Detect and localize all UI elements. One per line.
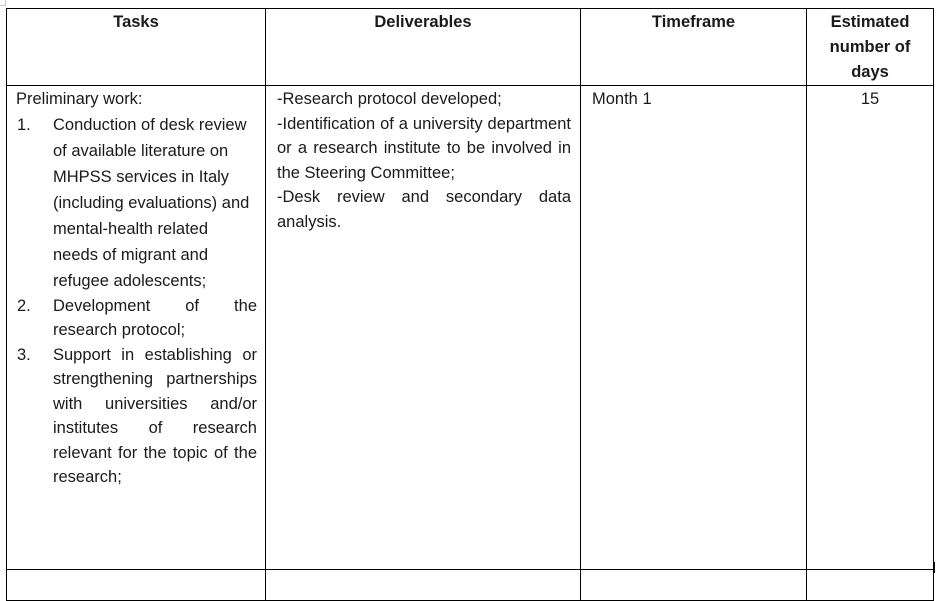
page-corner-mark [0,0,6,6]
days-value: 15 [860,90,880,108]
tasks-cell[interactable] [7,86,266,570]
task-text: Support in establishing or strengthening partnerships with universities and/or institutes of research relevant for the topic of the research; [53,345,257,486]
task-number: 3. [17,345,31,364]
task-list [16,112,257,490]
header-timeframe: Timeframe [581,9,807,86]
days-cell-partial[interactable] [807,570,934,601]
task-text: Conduction of desk review of available literature on MHPSS services in Italy (including evaluations) and mental-health related needs of migrant and refugee adolescents; [53,115,250,290]
table-row-partial [7,570,934,601]
task-number: 1. [17,115,31,134]
tasks-cell-partial[interactable] [7,570,266,601]
header-deliverables: Deliverables [266,9,581,86]
timeframe-value: Month 1 [592,90,652,108]
table-row [7,86,934,570]
task-item [16,112,257,294]
work-plan-table [6,8,934,601]
task-item [16,343,257,490]
task-number: 2. [17,296,31,315]
days-cell[interactable] [807,86,934,570]
header-estimated-days: Estimated number of days [807,9,934,86]
deliverable-item: -Desk review and secondary data analysis. [277,188,571,231]
tasks-intro: Preliminary work: [16,90,143,108]
header-tasks: Tasks [7,9,266,86]
timeframe-cell-partial[interactable] [581,570,807,601]
deliverables-cell-partial[interactable] [266,570,581,601]
table-header-row [7,9,934,86]
deliverable-item: -Research protocol developed; [277,90,502,108]
deliverables-cell[interactable] [266,86,581,570]
table-end-marker [934,562,935,573]
timeframe-cell[interactable] [581,86,807,570]
task-item [16,294,257,343]
task-text: Development of the research protocol; [53,296,257,339]
deliverable-item: -Identification of a university department or a research institute to be involved in the Steering Committee; [277,114,571,182]
